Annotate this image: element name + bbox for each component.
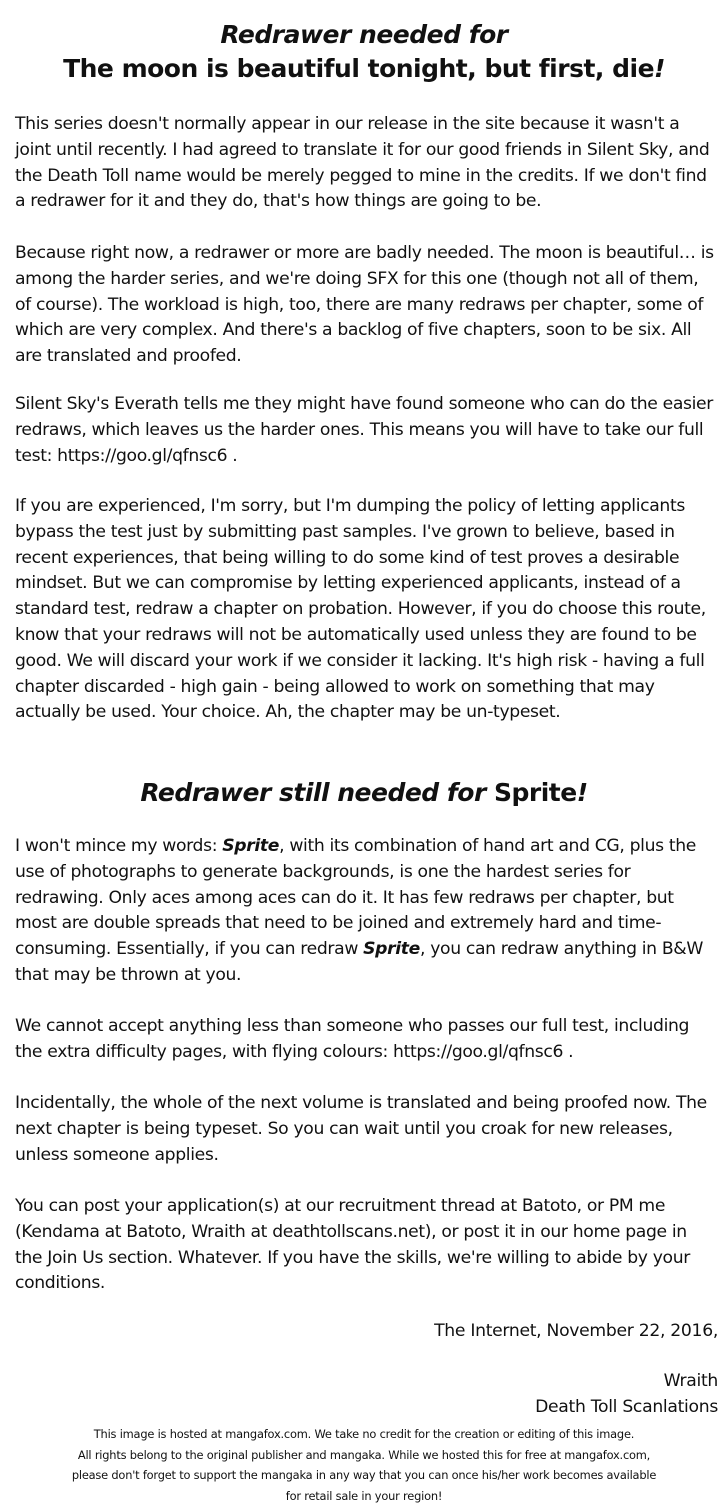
main-heading-line1	[0, 18, 728, 52]
paragraph-application: You can post your application(s) at our recruitment thread at Batoto, or PM me (Kendama at Batoto, Wraith at deathtollscans.net), or post it in our home page in the Join Us section. Whatever. If you have the skills, we're willing to abide by your conditions.	[15, 1196, 690, 1294]
paragraph-sprite	[15, 834, 719, 989]
sprite-emphasis-1: Sprite	[222, 836, 280, 856]
sprite-title: Sprite	[485, 778, 577, 807]
signature-group: Death Toll Scanlations	[535, 1397, 718, 1417]
sprite-text-c: , with its combination of hand art and CG, plus the use of photographs to generate backgrounds, is one the hardest series for redrawing. Only aces among aces can do it. It has few redraws per chapter, but most are double spreads that need to be joined and extremely hard and time-consuming. Essentially, if you can redraw	[15, 836, 697, 960]
sprite-text-a: I won't mince my words:	[15, 836, 223, 856]
sprite-text-e: , you can redraw anything in B&W that may be thrown at you.	[15, 939, 703, 985]
sprite-emphasis-2: Sprite	[363, 939, 420, 960]
paragraph-joint: This series doesn't normally appear in our release in the site because it wasn't a joint until recently. I had agreed to translate it for our good friends in Silent Sky, and the Death Toll name would be merely pegged to mine in the credits. If we don't find a redrawer for it and they do, that's how things are going to be.	[15, 114, 710, 212]
paragraph-flying-colours: We cannot accept anything less than someone who passes our full test, including the extra difficulty pages, with flying colours: https://goo.gl/qfnsc6 .	[15, 1016, 690, 1062]
sprite-heading-italic: Redrawer still needed for	[140, 778, 486, 807]
credit-line: This image is hosted at mangafox.com. We take no credit for the creation or editing of this image.	[93, 1427, 635, 1441]
paragraph-experienced: If you are experienced, I'm sorry, but I'm dumping the policy of letting applicants bypass the test just by submitting past samples. I've grown to believe, based in recent experiences, that being willing to do some kind of test proves a desirable mindset. But we can compromise by letting experienced applicants, instead of a standard test, redraw a chapter on probation. However, if you do choose this route, know that your redraws will not be automatically used unless they are found to be good. We will discard your work if we consider it lacking. It's high risk - having a full chapter discarded - high gain - being allowed to work on something that may actually be used. Your choice. Ah, the chapter may be un-typeset.	[15, 496, 706, 723]
heading-line1-text: Redrawer needed for	[220, 20, 508, 49]
paragraph-next-volume: Incidentally, the whole of the next volume is translated and being proofed now. The next chapter is being typeset. So you can wait until you croak for new releases, unless someone applies.	[15, 1093, 707, 1165]
signature-name: Wraith	[663, 1371, 718, 1391]
series-title: The moon is beautiful tonight, but first, die	[63, 54, 655, 83]
paragraph-full-test: Silent Sky's Everath tells me they might have found someone who can do the easier redraws, which leaves us the harder ones. This means you will have to take our full test: https://goo.gl/qfnsc6 .	[15, 394, 713, 466]
sprite-heading	[0, 776, 728, 810]
main-heading-line2	[0, 52, 728, 86]
credit-line: please don't forget to support the mangaka in any way that you can once his/her work becomes available	[71, 1468, 657, 1482]
main-heading	[0, 18, 728, 86]
sprite-heading-exclamation: !	[576, 778, 588, 807]
hosting-credit	[0, 1424, 728, 1506]
heading-exclamation: !	[654, 54, 665, 83]
credit-line: All rights belong to the original publisher and mangaka. While we hosted this for free at mangafox.com,	[77, 1447, 651, 1462]
credit-line: for retail sale in your region!	[285, 1488, 443, 1503]
paragraph-badly-needed: Because right now, a redrawer or more are badly needed. The moon is beautiful… is among the harder series, and we're doing SFX for this one (though not all of them, of course). The workload is high, too, there are many redraws per chapter, some of which are very complex. And there's a backlog of five chapters, soon to be six. All are translated and proofed.	[15, 243, 714, 367]
signature-date: The Internet, November 22, 2016,	[434, 1321, 718, 1341]
